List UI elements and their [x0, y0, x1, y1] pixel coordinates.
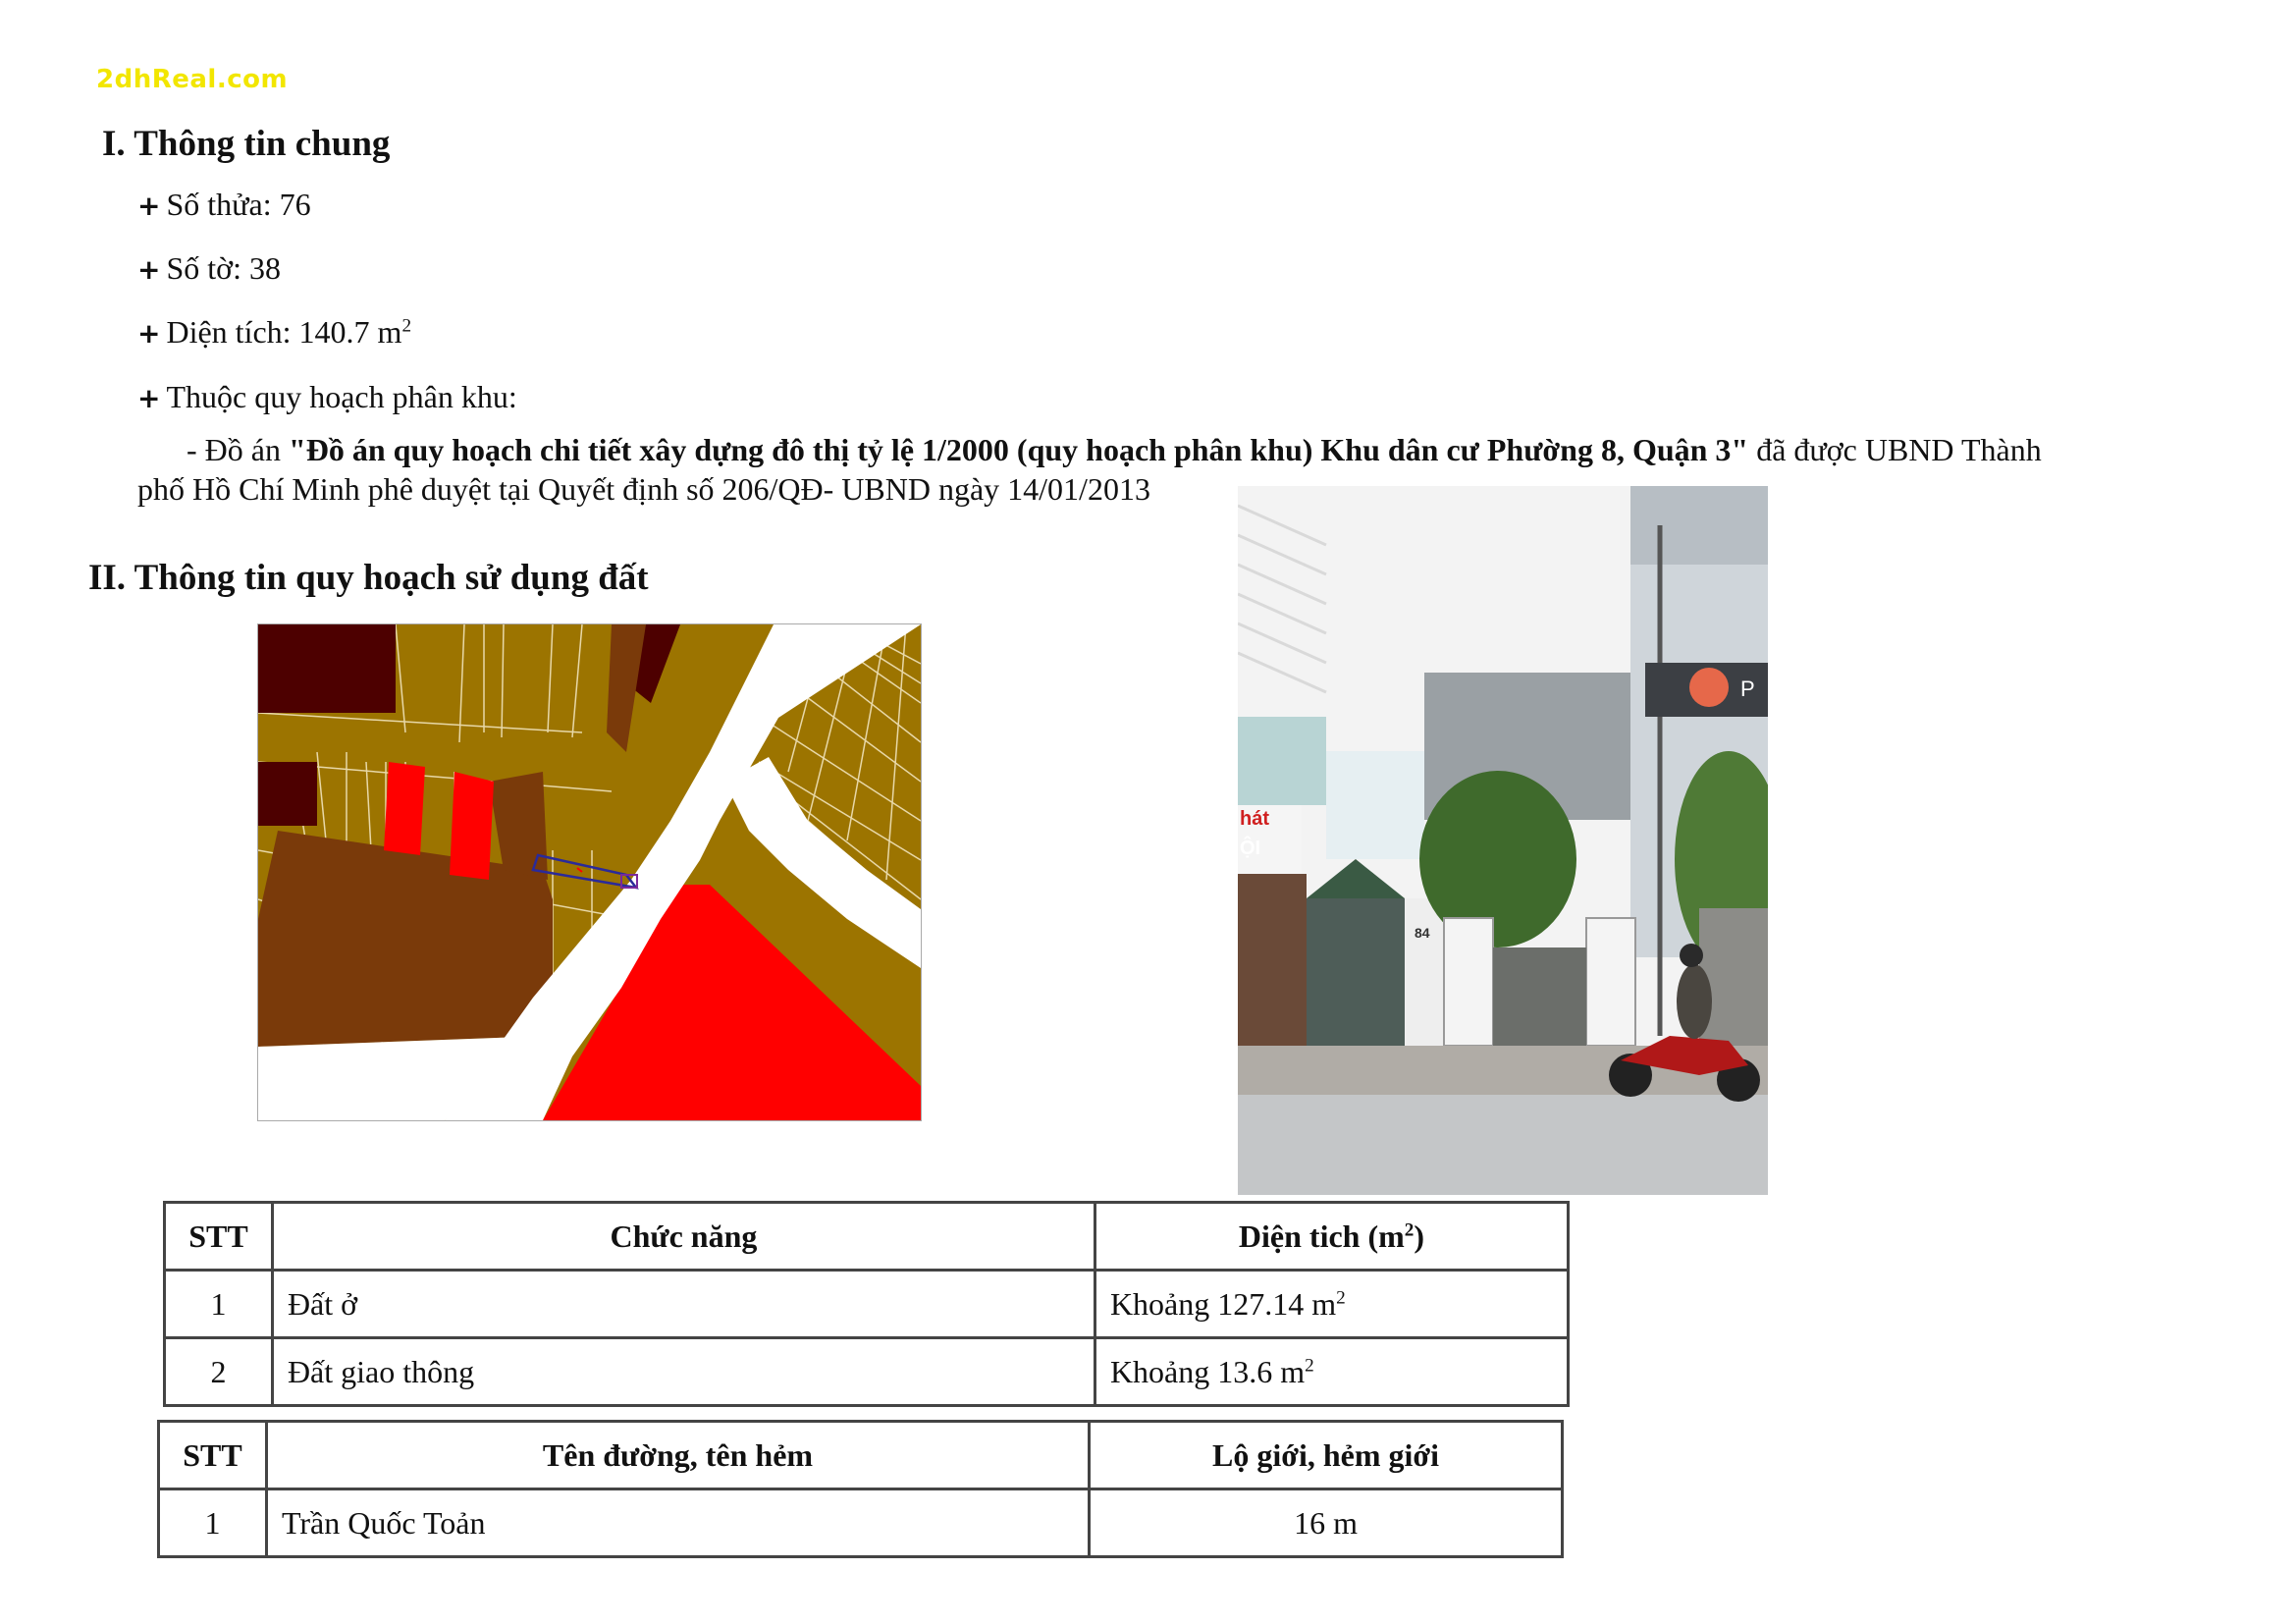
plus-icon: +: [137, 189, 161, 222]
info-label: Diện tích:: [166, 314, 299, 350]
land-use-table: [163, 1201, 1570, 1407]
superscript: 2: [1404, 1218, 1415, 1240]
gate-right: [1586, 918, 1635, 1046]
house-number: 84: [1415, 925, 1430, 941]
superscript: 2: [1336, 1286, 1346, 1308]
shop-sign-text: P: [1740, 677, 1755, 701]
area-value: Khoảng 13.6 m: [1109, 1353, 1306, 1389]
table-header-row: [165, 1203, 1569, 1271]
section-2-title: II. Thông tin quy hoạch sử dụng đất: [88, 558, 649, 598]
plan-name: "Đồ án quy hoạch chi tiết xây dựng đô thị tỷ lệ 1/2000 (quy hoạch phân khu) Khu dân cư Phường 8, Quận 3": [288, 432, 1749, 467]
table-row: [159, 1489, 1563, 1557]
middle-house-upper: [1326, 751, 1424, 859]
street-photo: [1238, 486, 1768, 1195]
cell-stt: 2: [165, 1338, 273, 1406]
public-red-zone: [384, 762, 425, 855]
plan-suffix: đã được UBND Thành: [1748, 432, 2042, 467]
cell-stt: 1: [165, 1271, 273, 1338]
cell-road-name: Trần Quốc Toản: [266, 1489, 1089, 1557]
left-shop-upper: [1238, 717, 1326, 805]
superscript: 2: [1305, 1354, 1314, 1376]
header-function: Chức năng: [272, 1203, 1095, 1271]
left-shop-sign-text-2: ỘI: [1240, 838, 1261, 859]
left-shop-sign-text: hát: [1240, 808, 1269, 830]
cell-area: [1095, 1271, 1568, 1338]
table-row: [165, 1338, 1569, 1406]
street-photo-svg: [1238, 486, 1768, 1195]
public-red-zone: [450, 772, 494, 880]
section-1-title: I. Thông tin chung: [102, 124, 391, 164]
cell-function: Đất giao thông: [272, 1338, 1095, 1406]
header-area-text: Diện tich (m: [1238, 1218, 1405, 1254]
header-stt: STT: [159, 1422, 267, 1489]
info-label: Số tờ:: [166, 250, 249, 286]
header-stt: STT: [165, 1203, 273, 1271]
plus-icon: +: [137, 317, 161, 350]
dark-zone: [258, 762, 317, 826]
header-road-width: Lộ giới, hẻm giới: [1090, 1422, 1563, 1489]
rider: [1677, 964, 1712, 1039]
header-area-close: ): [1414, 1218, 1425, 1254]
cell-stt: 1: [159, 1489, 267, 1557]
cell-function: Đất ở: [272, 1271, 1095, 1338]
garage: [1493, 947, 1586, 1056]
plus-icon: +: [137, 382, 161, 414]
shop-logo: [1689, 668, 1729, 707]
plan-decision: phố Hồ Chí Minh phê duyệt tại Quyết định số 206/QĐ- UBND ngày 14/01/2013: [137, 471, 1150, 507]
right-building-top: [1630, 486, 1768, 565]
plus-icon: +: [137, 253, 161, 286]
plan-description: [137, 430, 2228, 509]
table-header-row: [159, 1422, 1563, 1489]
table-row: [165, 1271, 1569, 1338]
area-value: Khoảng 127.14 m: [1109, 1285, 1337, 1322]
street: [1238, 1095, 1768, 1195]
info-zoning: [137, 379, 517, 415]
superscript: 2: [401, 315, 412, 337]
info-label: Số thửa:: [166, 187, 280, 222]
info-area: [137, 314, 411, 351]
plan-prefix: - Đồ án: [187, 432, 289, 467]
gate-left: [1444, 918, 1493, 1046]
header-area: [1095, 1203, 1568, 1271]
info-label: Thuộc quy hoạch phân khu:: [166, 379, 517, 414]
info-value: 38: [248, 250, 281, 286]
left-shop-front: [1238, 874, 1307, 1070]
road-table: [157, 1420, 1564, 1558]
info-value: 76: [279, 187, 311, 222]
dark-zone: [258, 624, 396, 713]
header-road-name: Tên đường, tên hẻm: [266, 1422, 1089, 1489]
info-parcel-number: [137, 187, 311, 223]
cell-area: [1095, 1338, 1568, 1406]
info-value: 140.7 m: [298, 314, 402, 350]
watermark-logo: 2dhReal.com: [96, 65, 289, 94]
planning-map-svg: [258, 624, 921, 1120]
rider-helmet: [1680, 944, 1703, 967]
cell-road-width: 16 m: [1090, 1489, 1563, 1557]
info-sheet-number: [137, 250, 281, 287]
planning-map: [257, 623, 922, 1121]
